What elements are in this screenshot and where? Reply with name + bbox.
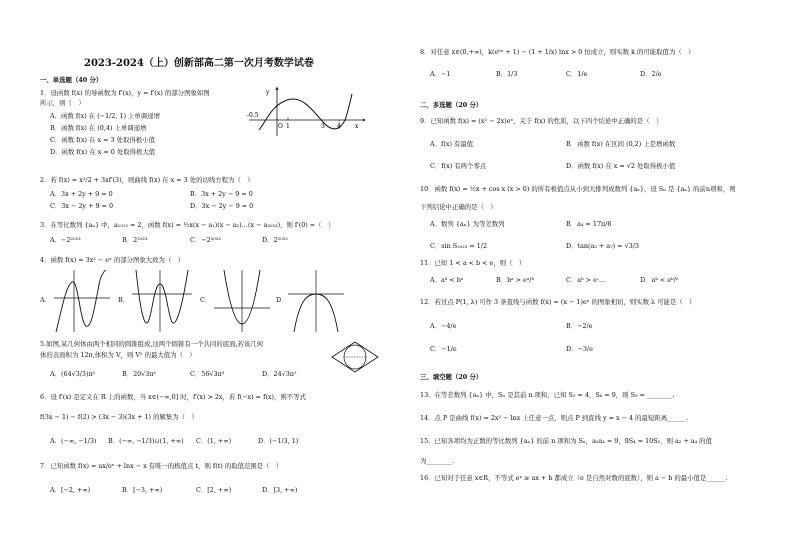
question-6-option-c: C．(1, +∞) xyxy=(196,437,232,445)
question-1-stem: 1．设函数 f(x) 的导函数为 f′(x)，y = f′(x) 的部分图象如图 xyxy=(40,89,210,97)
question-11-option-b: B．bᵃ > eᵃ/ᵇ xyxy=(496,276,535,284)
question-4-option-b: B． xyxy=(118,296,130,304)
question-1-option-b: B．函数 f(x) 在 (0,4) 上单调递增 xyxy=(50,124,147,132)
x-axis-arrow-icon xyxy=(363,119,365,122)
question-4-graph-c xyxy=(212,268,272,334)
section-single-choice: 一、单选题（40 分） xyxy=(40,76,103,84)
question-1-stem-cont: 所示，则（ ） xyxy=(40,99,85,107)
exam-title: 2023-2024（上）创新部高二第一次月考数学试卷 xyxy=(84,58,314,69)
question-4-graph-b xyxy=(130,268,194,334)
question-8-stem: 8．对任意 x∈(0,+∞)，k(eᵏˣ + 1) − (1 + 1/x) lnx > 0 恒成立，则实数 k 的可能取值为（ ） xyxy=(420,48,695,56)
question-3-stem: 3．在等比数列 {aₙ} 中，a₁₀₁₂ = 2，函数 f(x) = ½x(x − a₁)(x − a₂)…(x − a₂₀₂₃)，则 f′(0) =（ ） xyxy=(40,221,335,229)
question-7-option-c: C．[2, +∞) xyxy=(196,486,232,494)
question-1-option-a: A．函数 f(x) 在 (−1/2, 1) 上单调递增 xyxy=(50,112,160,120)
question-7-option-d: D．[3, +∞) xyxy=(262,486,298,494)
question-11-option-c: C．aᵇ > e·… xyxy=(566,276,606,284)
question-8-option-b: B．1/3 xyxy=(496,70,518,78)
question-4-graph-a xyxy=(52,268,112,334)
question-15-stem: 15．已知各项均为正数的等比数列 {aₙ} 的前 n 项和为 Sₙ，a₂a₄ = 9，9S₄ = 10S₂，则 a₂ + a₄ 的值 xyxy=(420,437,712,445)
question-9-option-b: B．函数 f(x) 在区间 (0,2) 上是增函数 xyxy=(566,140,676,148)
question-16-stem: 16．已知对于任意 x∈R，不等式 eˣ ≥ ax + b 都成立（e 是自然对数的底数），则 a − b 的最小值是______. xyxy=(420,474,728,482)
question-10-stem: 10．函数 f(x) = ½x + cos x (x > 0) 的所有极值点从小到大排列成数列 {aₙ}，设 Sₙ 是 {aₙ} 的前n项和，则 xyxy=(420,185,736,193)
question-11-option-a: A．aᵇ < bᵃ xyxy=(430,276,464,284)
question-5-stem-cont: 体的表面积为 12π,体积为 V，则 V² 的最大值为（ ） xyxy=(40,351,196,359)
question-2-option-c: C．3x − 2y + 9 = 0 xyxy=(50,202,114,210)
graph-tick-4: 4 xyxy=(337,123,341,130)
section-multiple-choice: 二、多选题（20 分） xyxy=(420,101,483,109)
graph-tick-neg-half: -0.5 xyxy=(247,112,259,119)
question-3-option-b: B．2²⁰²³ xyxy=(122,236,148,244)
question-10-option-b: B．a₄ = 17π/6 xyxy=(566,220,612,228)
question-5-stem: 5.如图,某几何体由两个相同的圆锥组成,这两个圆锥有一个共同的底面,若该几何 xyxy=(40,340,264,348)
question-5-option-b: B．20√3π² xyxy=(122,370,157,378)
question-13-stem: 13．在等差数列 {aₙ} 中，Sₙ 是其前 n 项和，已知 S₃ = 4，S₆ = 9，则 S₉ = ________. xyxy=(420,391,675,399)
question-11-option-d: D．aᵇ < eᵇ/ᵉ xyxy=(640,276,679,284)
graph-origin-label: O xyxy=(278,123,283,130)
graph-tick-1: 1 xyxy=(286,123,290,130)
question-9-option-a: A．f(x) 有最值 xyxy=(430,140,474,148)
question-14-stem: 14．点 P 是曲线 f(x) = 2x² − lnx 上任意一点，则点 P 到直线 y = x − 4 的最短距离______. xyxy=(420,414,689,422)
question-11-stem: 11．已知 1 < a < b < e，则（ ） xyxy=(420,259,526,267)
graph-tick-3: 3 xyxy=(321,123,325,130)
question-3-option-a: A．−2²⁰²³ xyxy=(50,236,81,244)
question-10-option-a: A．数列 {aₙ} 为等差数列 xyxy=(430,220,505,228)
question-9-option-c: C．f(x) 有两个零点 xyxy=(430,162,487,170)
question-5-double-cone-figure xyxy=(330,340,380,374)
question-4-option-c: C． xyxy=(200,296,212,304)
y-axis-arrow-icon xyxy=(276,87,279,91)
question-9-stem: 9．已知函数 f(x) = (x² − 2x)eˣ，关于 f(x) 的性质，以下四个结论中正确的是（ ） xyxy=(420,117,663,125)
question-4-graph-d xyxy=(286,268,346,334)
question-12-option-d: D．−3/e xyxy=(566,345,593,353)
question-12-option-a: A．−4/e xyxy=(430,322,457,330)
question-6-stem: 6．设 f′(x) 是定义在 R 上的函数，当 x∈(−∞,0] 时，f′(x) > 2x，若 f(−x) = f(x)，则不等式 xyxy=(40,393,306,401)
question-5-option-a: A．(64√3/3)π² xyxy=(50,370,96,378)
graph-y-label: y xyxy=(266,89,270,96)
section-fill-in-blank: 三、填空题（20 分） xyxy=(420,373,483,381)
question-10-stem-cont: 下列结论中正确的是（ ） xyxy=(420,203,497,211)
question-6-option-a: A．(−∞, −1/3) xyxy=(50,437,97,445)
question-12-option-c: C．−1/e xyxy=(430,345,457,353)
question-6-option-b: B．(−∞, −1/3)∪(1, +∞) xyxy=(108,437,184,445)
question-2-stem: 2．若 f(x) = x²/2 + 3xf′(3)，则曲线 f(x) 在 x = 3 处的切线方程为（ ） xyxy=(40,176,254,184)
question-7-option-b: B．[−3, +∞) xyxy=(122,486,163,494)
question-12-stem: 12．若过点 P(1, λ) 可作 3 条直线与函数 f(x) = (x − 1)eˣ 的图象相切，则实数 λ 可能是（ ） xyxy=(420,298,696,306)
question-10-option-d: D．tan(a₃ + a₇) = √3/3 xyxy=(566,242,639,250)
question-2-option-a: A．3x + 2y + 9 = 0 xyxy=(50,190,113,198)
question-9-option-d: D．函数 f(x) 在 x = √2 处取得极小值 xyxy=(566,162,676,170)
question-8-option-a: A．−1 xyxy=(430,70,451,78)
question-12-option-b: B．−2/e xyxy=(566,322,593,330)
question-4-option-a: A． xyxy=(40,296,52,304)
graph-x-label: x xyxy=(355,123,359,130)
question-1-option-d: D．函数 f(x) 在 x = 0 处取得极大值 xyxy=(50,148,156,156)
question-4-stem: 4．函数 f(x) = 3x² − eˣ 的部分图象大致为（ ） xyxy=(40,256,185,264)
question-8-option-c: C．1/e xyxy=(566,70,588,78)
question-15-stem-cont: 为________. xyxy=(420,457,454,465)
question-2-option-b: B．3x + 2y − 9 = 0 xyxy=(190,190,253,198)
question-7-stem: 7．已知函数 f(x) = ax/eˣ + lnx − x 有唯一的极值点 t，则 f(t) 的取值范围是（ ） xyxy=(40,462,283,470)
question-1-derivative-graph xyxy=(245,86,365,138)
question-6-stem-cont: f(3x − 1) − f(2) > (3x − 3)(3x + 1) 的解集为（ ） xyxy=(40,413,198,421)
question-3-option-c: C．−2²⁰²² xyxy=(190,236,221,244)
question-1-option-c: C．函数 f(x) 在 x = 3 处取得极小值 xyxy=(50,136,155,144)
question-8-option-d: D．2/e xyxy=(640,70,662,78)
question-4-option-d: D． xyxy=(276,296,288,304)
question-5-option-c: C．56√3π² xyxy=(190,370,225,378)
question-3-option-d: D．2²⁰²² xyxy=(262,236,288,244)
question-5-option-d: D．24√3π² xyxy=(262,370,297,378)
question-2-option-d: D．3x − 2y − 9 = 0 xyxy=(190,202,254,210)
question-6-option-d: D．(−1/3, 1) xyxy=(258,437,299,445)
question-7-option-a: A．[−2, +∞) xyxy=(50,486,91,494)
question-10-option-c: C．sin S₂₀₂₃ = 1/2 xyxy=(430,242,488,250)
